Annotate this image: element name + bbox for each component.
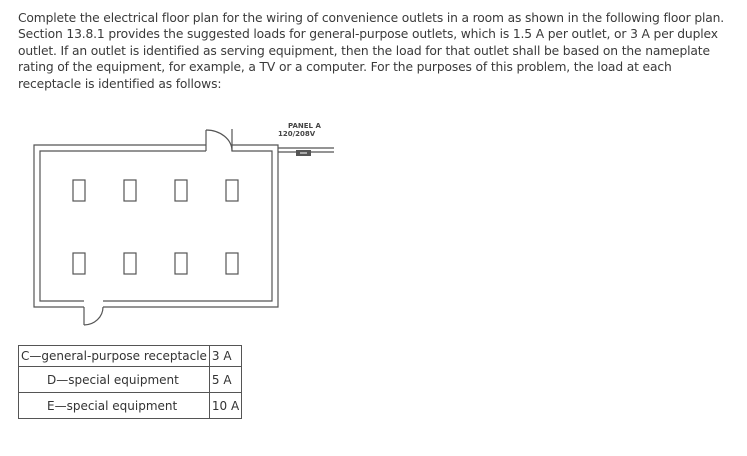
receptacle-box [175,253,187,274]
panel-voltage: 120/208V [278,130,316,138]
panel-name: PANEL A [288,122,321,130]
panel-label [278,122,321,138]
outer-wall [34,129,278,307]
receptacle-load: 3 A [209,346,241,367]
receptacle-box [73,180,85,201]
panel-a-symbol [296,150,311,156]
table-row [19,346,242,367]
top-door-arc [206,130,232,151]
receptacle-load: 5 A [209,367,241,393]
receptacle-box [73,253,85,274]
receptacle-load: 10 A [209,393,241,419]
receptacle-box [175,180,187,201]
inner-wall [40,145,272,301]
receptacle-type: C—general-purpose receptacle [19,346,210,367]
receptacle-type: E—special equipment [19,393,210,419]
bottom-door-arc [84,307,103,325]
load-table [18,345,242,419]
problem-statement: Complete the electrical floor plan for the wiring of convenience outlets in a room as shown in the following floor plan. Section 13.8.1 provides the suggested loads for general-purpose outlets, which is 1.5 A per outlet, or 3 A per duplex outlet. If an outlet is identified as serving equipment, then the load for that outlet shall be based on the nameplate rating of the equipment, for example, a TV or a computer. For the purposes of this problem, the load at each receptacle is identified as follows: [18,11,725,91]
receptacle-box [226,253,238,274]
receptacle-box [226,180,238,201]
table-row [19,367,242,393]
receptacle-type: D—special equipment [19,367,210,393]
receptacle-box [124,253,136,274]
table-row [19,393,242,419]
receptacle-box [124,180,136,201]
